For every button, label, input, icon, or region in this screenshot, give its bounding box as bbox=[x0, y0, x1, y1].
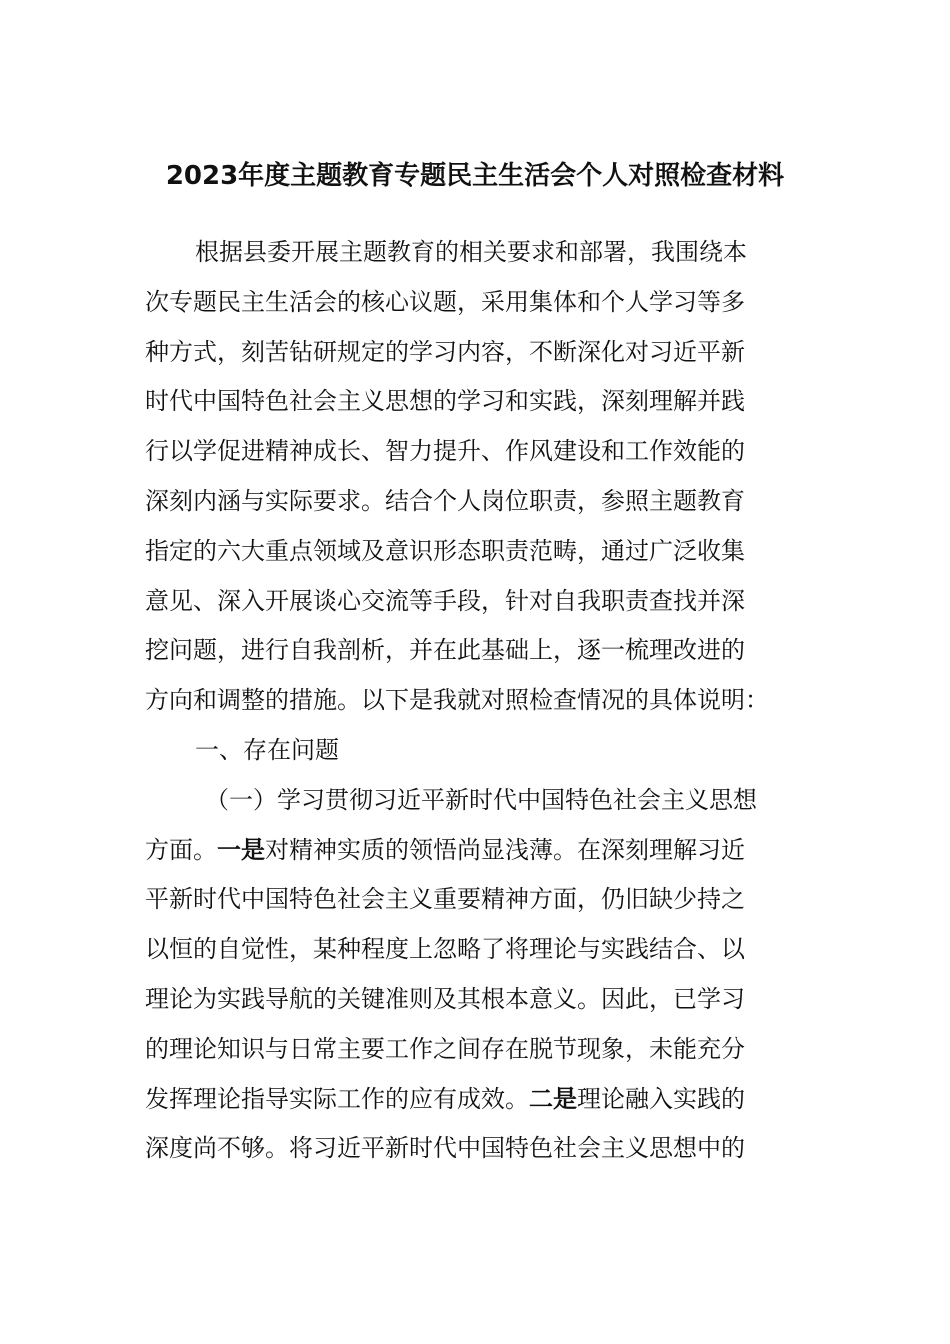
document-body bbox=[145, 228, 805, 1174]
paragraph-line: 行以学促进精神成长、智力提升、作风建设和工作效能的 bbox=[145, 437, 745, 466]
paragraph-line: 次专题民主生活会的核心议题，采用集体和个人学习等多 bbox=[145, 287, 745, 316]
document-title: 2023年度主题教育专题民主生活会个人对照检查材料 bbox=[165, 161, 785, 191]
emphasis-text: 二是 bbox=[529, 1084, 577, 1113]
paragraph-line: 指定的六大重点领域及意识形态职责范畴，通过广泛收集 bbox=[145, 536, 745, 565]
paragraph-line: 深度尚不够。将习近平新时代中国特色社会主义思想中的 bbox=[145, 1134, 745, 1163]
paragraph-line: 挖问题，进行自我剖析，并在此基础上，逐一梳理改进的 bbox=[145, 636, 745, 665]
paragraph-line: 理论为实践导航的关键准则及其根本意义。因此，已学习 bbox=[145, 984, 745, 1013]
paragraph-line bbox=[145, 826, 805, 876]
paragraph-line: 根据县委开展主题教育的相关要求和部署，我围绕本 bbox=[195, 238, 747, 266]
line-text: 发挥理论指导实际工作的应有成效。 bbox=[145, 1084, 529, 1113]
paragraph-line: 种方式，刻苦钻研规定的学习内容，不断深化对习近平新 bbox=[145, 337, 745, 366]
subsection-heading: （一）学习贯彻习近平新时代中国特色社会主义思想 bbox=[205, 785, 757, 814]
emphasis-text: 一是 bbox=[217, 835, 265, 864]
paragraph-line bbox=[145, 1075, 805, 1125]
paragraph-line: 的理论知识与日常主要工作之间存在脱节现象，未能充分 bbox=[145, 1034, 745, 1063]
paragraph-line: 时代中国特色社会主义思想的学习和实践，深刻理解并践 bbox=[145, 387, 745, 416]
section-heading: 一、存在问题 bbox=[195, 735, 339, 764]
line-text: 理论融入实践的 bbox=[577, 1084, 745, 1113]
paragraph-line: 以恒的自觉性，某种程度上忽略了将理论与实践结合、以 bbox=[145, 935, 745, 964]
paragraph-line: 方向和调整的措施。以下是我就对照检查情况的具体说明： bbox=[145, 686, 769, 715]
paragraph-line: 平新时代中国特色社会主义重要精神方面，仍旧缺少持之 bbox=[145, 885, 745, 914]
line-text: 对精神实质的领悟尚显浅薄。在深刻理解习近 bbox=[265, 835, 745, 864]
paragraph-line: 深刻内涵与实际要求。结合个人岗位职责，参照主题教育 bbox=[145, 486, 745, 515]
paragraph-line: 意见、深入开展谈心交流等手段，针对自我职责查找并深 bbox=[145, 586, 745, 615]
line-text: 方面。 bbox=[145, 835, 217, 864]
